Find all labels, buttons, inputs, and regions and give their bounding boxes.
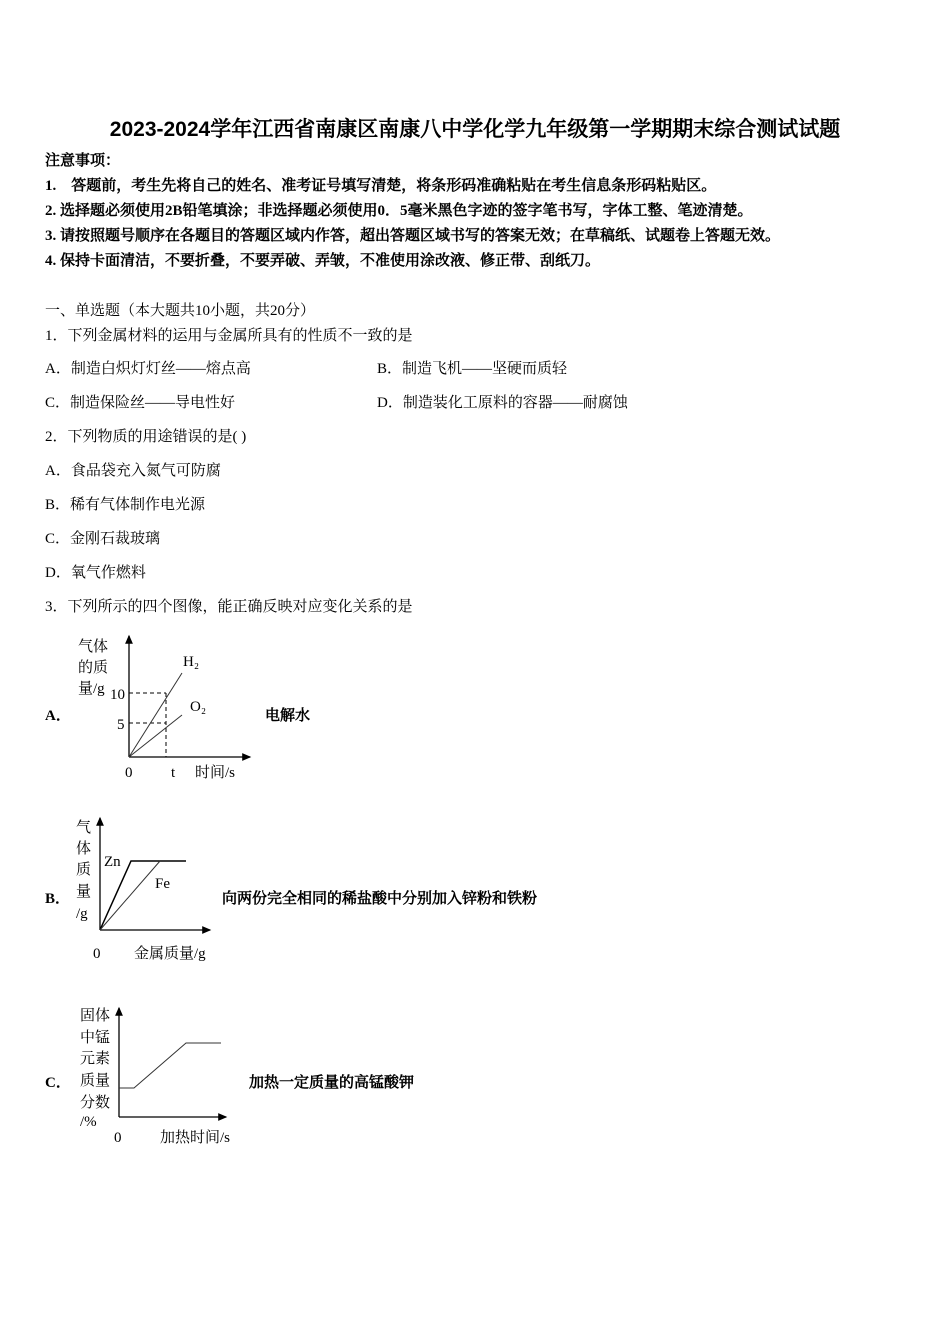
graph-c-ylabel: 分数 [80,1095,111,1111]
graph-c-xlabel: 加热时间/s [160,1130,231,1146]
q2-option-d: D．氧气作燃料 [45,565,146,581]
graph-a-h2-line [129,673,182,757]
graph-a-ylabel: 气体 [78,639,109,655]
q2-option-b: B．稀有气体制作电光源 [45,497,206,513]
graph-a-o2-label: O₂ [190,699,207,715]
graph-c-ylabel: 固体 [80,1008,111,1024]
graph-b-zn-line [100,861,186,930]
graph-c-ylabel: 质量 [80,1073,111,1089]
q1-option-b: B．制造飞机——坚硬而质轻 [377,361,568,377]
question-2-stem: 2．下列物质的用途错误的是( ) [45,429,247,445]
graph-a-h2-label: H₂ [183,654,200,670]
q1-option-d: D．制造装化工原料的容器——耐腐蚀 [377,395,628,411]
graph-b-ylabel: 量 [76,884,92,900]
graph-b-ylabel: /g [76,906,88,922]
graph-c-ylabel: 中锰 [80,1030,111,1046]
graph-a-xlabel: 时间/s [195,765,236,781]
note-item: 4. 保持卡面清洁，不要折叠，不要弄破、弄皱，不准使用涂改液、修正带、刮纸刀。 [45,253,601,269]
graph-b-ylabel: 气 [76,820,92,836]
graph-c [80,1007,230,1146]
graph-a-origin: 0 [125,765,133,781]
graph-b-zn-label: Zn [104,854,121,870]
graph-a-ylabel: 的质 [78,660,109,676]
graph-c-line [119,1043,221,1088]
graph-b-ylabel: 体 [76,841,92,857]
q1-option-c: C．制造保险丝——导电性好 [45,395,236,411]
graph-a-tick-t: t [171,765,176,781]
graph-b-fe-label: Fe [155,876,170,892]
graph-a-tick-10: 10 [110,687,125,703]
q3-option-b-desc: 向两份完全相同的稀盐酸中分别加入锌粉和铁粉 [222,891,538,907]
graph-a-tick-5: 5 [117,717,125,733]
q3-option-c-desc: 加热一定质量的高锰酸钾 [249,1075,415,1091]
graph-a-o2-line [129,715,182,757]
note-item: 3. 请按照题号顺序在各题目的答题区域内作答，超出答题区域书写的答案无效；在草稿纸、试题卷上答题无效。 [45,228,781,244]
graph-b-ylabel: 质 [76,862,92,878]
q3-option-a-desc: 电解水 [265,708,311,724]
notes-heading: 注意事项： [45,153,121,169]
graph-b-xlabel: 金属质量/g [134,946,206,962]
graph-c-ylabel: /% [80,1114,97,1130]
graph-b-origin: 0 [93,946,101,962]
q2-option-a: A．食品袋充入氮气可防腐 [45,463,221,479]
graph-c-ylabel: 元素 [80,1051,111,1067]
question-3-stem: 3．下列所示的四个图像，能正确反映对应变化关系的是 [45,599,413,615]
graph-a [78,636,250,781]
graph-c-origin: 0 [114,1130,122,1146]
q3-option-a-label: A． [45,708,71,724]
q3-option-c-label: C． [45,1075,71,1091]
q1-option-a: A．制造白炽灯灯丝——熔点高 [45,361,251,377]
note-item: 1. 答题前，考生先将自己的姓名、准考证号填写清楚，将条形码准确粘贴在考生信息条形码粘贴区。 [45,178,717,194]
q2-option-c: C．金刚石裁玻璃 [45,531,161,547]
section-heading: 一、单选题（本大题共10小题，共20分） [45,303,316,319]
graph-a-ylabel: 量/g [78,681,105,697]
graph-b [76,818,210,962]
graph-b-fe-line [100,861,160,930]
q3-option-b-label: B． [45,891,71,907]
page-title: 2023-2024学年江西省南康区南康八中学化学九年级第一学期期末综合测试试题 [109,118,841,141]
note-item: 2. 选择题必须使用2B铅笔填涂；非选择题必须使用0．5毫米黑色字迹的签字笔书写，字体工整、笔迹清楚。 [45,203,753,219]
question-1-stem: 1．下列金属材料的运用与金属所具有的性质不一致的是 [45,328,413,344]
